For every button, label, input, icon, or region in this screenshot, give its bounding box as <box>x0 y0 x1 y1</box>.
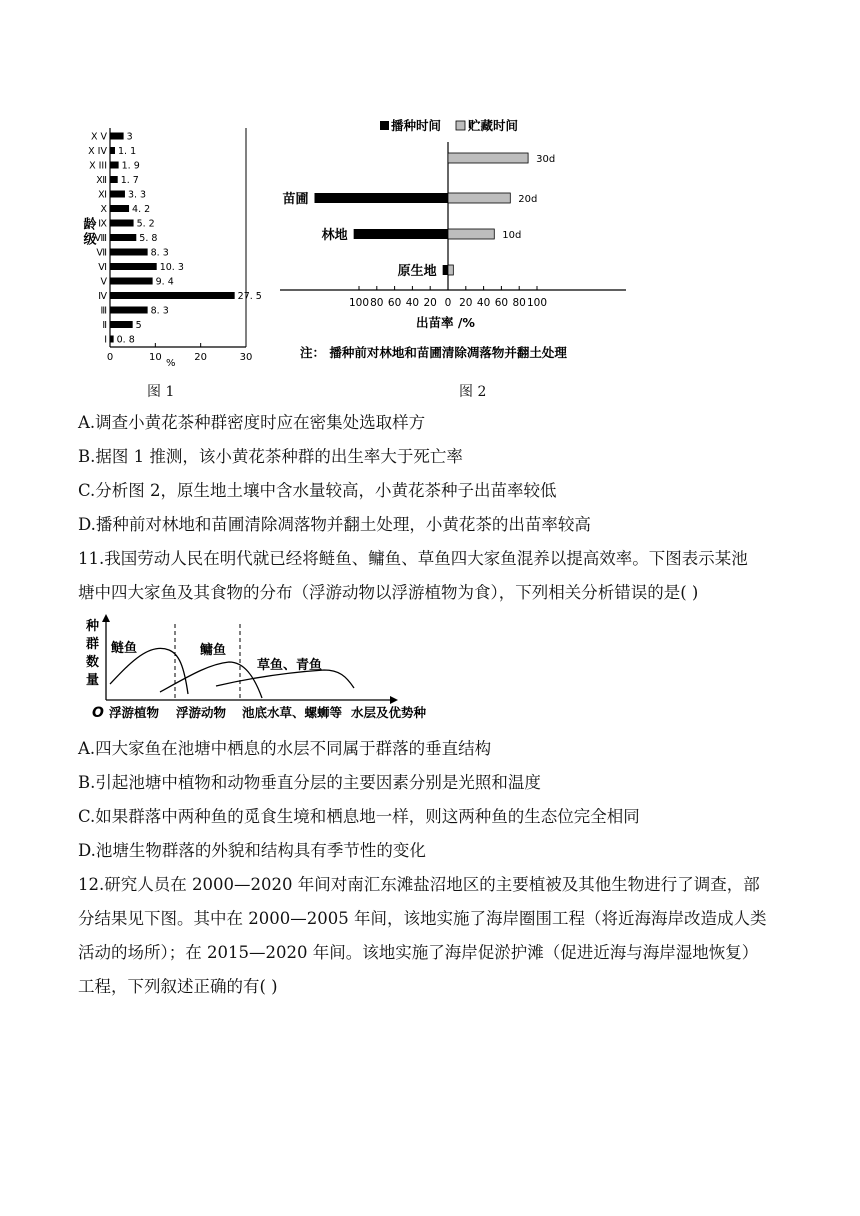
fig1-category-XII: Ⅻ <box>96 175 107 186</box>
fig1-value-label-IV: 27. 5 <box>237 291 262 302</box>
fig1-value-label-XI: 3. 3 <box>127 189 147 201</box>
fish-x-arrow <box>390 696 398 704</box>
fig1-value-label-VIII: 5. 8 <box>139 233 158 244</box>
xlabel-bottom-plants: 池底水草、螺蛳等 <box>242 705 343 720</box>
fig2-tick-label-3: 40 <box>405 297 420 309</box>
fig1-value-label-X: 4. 2 <box>132 204 151 215</box>
fig1-bar-XIII <box>110 162 119 169</box>
fig1-category-VII: Ⅶ <box>96 247 107 259</box>
fish-ylabel-2: 群 <box>86 637 100 652</box>
fig2-tick-label-9: 80 <box>512 297 526 309</box>
fish-ylabel-3: 数 <box>86 655 100 670</box>
fig2-sow-bar-0 <box>315 193 449 203</box>
q12-stem-line-1: 12.研究人员在 2000—2020 年间对南汇东滩盐沼地区的主要植被及其他生物进行了调查，部 <box>78 875 760 894</box>
fig2-tick-label-7: 40 <box>476 297 491 309</box>
fig1-value-label-VII: 8. 3 <box>150 247 169 259</box>
fig2-store-bar-2 <box>448 229 494 239</box>
fig1-bar-IV <box>110 292 235 299</box>
fig2-category-1: 林地 <box>321 228 348 243</box>
fig2-category-0: 苗圃 <box>282 192 309 207</box>
fig1-bar-XI <box>110 191 125 198</box>
fig1-value-label-II: 5 <box>135 320 142 331</box>
fig2-store-label-1: 20d <box>518 194 538 205</box>
q10-option-b: B.据图 1 推测，该小黄花茶种群的出生率大于死亡率 <box>78 447 463 466</box>
fig1-value-label-IX: 5. 2 <box>136 218 155 230</box>
fig2-xlabel: 出苗率 /% <box>416 315 475 330</box>
legend-store-swatch <box>456 121 465 130</box>
fig1-bar-XV <box>110 133 124 140</box>
figure-2-emergence-chart <box>268 112 648 367</box>
fig1-bar-V <box>110 278 153 285</box>
fig2-tick-label-6: 20 <box>459 297 473 309</box>
fig2-tick-label-10: 100 <box>526 297 548 309</box>
fig2-store-bar-3 <box>448 265 453 275</box>
figure-1-caption: 图 1 <box>147 384 175 400</box>
fig1-bar-II <box>110 321 133 328</box>
fig2-tick-label-4: 20 <box>423 297 437 309</box>
fig1-category-XI: Ⅺ <box>98 189 107 201</box>
fig1-tick-label-0: 0 <box>106 352 114 363</box>
fig2-store-label-0: 30d <box>536 154 556 165</box>
fig1-value-label-XV: 3 <box>126 131 133 143</box>
figure-2-caption: 图 2 <box>459 384 487 400</box>
legend-sow-label: 播种时间 <box>391 118 442 133</box>
fig1-category-XIV: X IV <box>88 146 107 157</box>
fig2-tick-label-1: 80 <box>370 297 384 309</box>
fig1-category-XV: X V <box>90 131 107 143</box>
fig1-category-VI: Ⅵ <box>98 262 107 273</box>
fig2-note: 注： 播种前对林地和苗圃清除凋落物并翻土处理 <box>300 345 567 360</box>
fig1-bar-VIII <box>110 234 136 241</box>
fig1-category-VIII: Ⅷ <box>94 233 107 244</box>
fig1-value-label-V: 9. 4 <box>155 276 174 288</box>
fig2-sow-bar-2 <box>443 265 448 275</box>
fig1-bar-X <box>110 205 129 212</box>
fish-ylabel-1: 种 <box>86 619 100 634</box>
fig1-tick-label-2: 20 <box>194 352 208 363</box>
q11-option-c: C.如果群落中两种鱼的觅食生境和栖息地一样，则这两种鱼的生态位完全相同 <box>78 807 640 826</box>
q11-option-b: B.引起池塘中植物和动物垂直分层的主要因素分别是光照和温度 <box>78 773 541 792</box>
fig2-tick-label-2: 60 <box>387 297 402 309</box>
fig1-category-IV: Ⅳ <box>98 291 107 302</box>
fig1-value-label-XIII: 1. 9 <box>121 160 140 172</box>
fig1-tick-label-1: 10 <box>148 352 162 363</box>
fig1-bar-VI <box>110 263 157 270</box>
q10-option-d: D.播种前对林地和苗圃清除凋落物并翻土处理，小黄花茶的出苗率较高 <box>78 515 591 534</box>
fig1-xlabel-unit: % <box>166 358 176 369</box>
xlabel-axis-title: 水层及优势种 <box>351 705 427 720</box>
fig1-category-V: Ⅴ <box>100 276 107 288</box>
q12-stem-line-4: 工程，下列叙述正确的有( ) <box>78 977 278 996</box>
fig1-category-III: Ⅲ <box>100 305 107 317</box>
fish-y-arrow <box>102 614 110 622</box>
q12-stem-line-3: 活动的场所）；在 2015—2020 年间。该地实施了海岸促淤护滩（促进近海与海岸湿地恢复） <box>78 943 759 962</box>
legend-store-label: 贮藏时间 <box>468 118 519 133</box>
fig1-value-label-XII: 1. 7 <box>120 175 139 186</box>
fig2-tick-label-8: 60 <box>494 297 509 309</box>
figure-1-age-structure-chart <box>78 122 262 372</box>
fig1-bar-XII <box>110 176 118 183</box>
label-silver-carp: 鲢鱼 <box>111 641 138 656</box>
fig2-tick-label-0: 100 <box>348 297 370 309</box>
fig1-value-label-XIV: 1. 1 <box>117 146 137 157</box>
fig1-bar-III <box>110 307 148 314</box>
legend-sow-swatch <box>380 121 389 130</box>
fig1-bar-I <box>110 336 114 343</box>
fig1-bar-IX <box>110 220 134 227</box>
label-grass-black-carp: 草鱼、青鱼 <box>257 658 323 673</box>
fish-ylabel-4: 量 <box>86 673 100 688</box>
fig1-bar-VII <box>110 249 148 256</box>
xlabel-zooplankton: 浮游动物 <box>176 705 227 720</box>
q11-option-a: A.四大家鱼在池塘中栖息的水层不同属于群落的垂直结构 <box>78 739 492 758</box>
fig1-category-IX: Ⅸ <box>98 218 107 230</box>
figure-fish-distribution <box>84 614 444 724</box>
fig1-category-I: Ⅰ <box>104 334 107 346</box>
fish-origin: O <box>92 705 104 721</box>
fig2-store-bar-0 <box>448 153 528 163</box>
fig2-store-label-2: 10d <box>502 230 522 241</box>
fig1-value-label-I: 0. 8 <box>116 334 135 346</box>
q11-stem-line-2: 塘中四大家鱼及其食物的分布（浮游动物以浮游植物为食），下列相关分析错误的是( ) <box>78 583 699 602</box>
fig1-category-X: Ⅹ <box>100 204 107 215</box>
q12-stem-line-2: 分结果见下图。其中在 2000—2005 年间，该地实施了海岸圈围工程（将近海海岸改造成人类 <box>78 909 767 928</box>
fig2-sow-bar-1 <box>354 229 448 239</box>
fig1-category-II: Ⅱ <box>102 320 107 331</box>
fig1-category-XIII: X III <box>89 160 107 172</box>
fig2-store-bar-1 <box>448 193 510 203</box>
fig1-ylabel: 龄级 <box>80 217 96 247</box>
fig1-tick-label-3: 30 <box>239 352 253 363</box>
fig1-bar-XIV <box>110 147 115 154</box>
label-bighead-carp: 鳙鱼 <box>200 643 227 658</box>
q10-option-c: C.分析图 2，原生地土壤中含水量较高，小黄花茶种子出苗率较低 <box>78 481 557 500</box>
q10-option-a: A.调查小黄花茶种群密度时应在密集处选取样方 <box>78 413 426 432</box>
xlabel-phytoplankton: 浮游植物 <box>109 705 160 720</box>
fig2-category-2: 原生地 <box>397 264 437 279</box>
fig1-value-label-VI: 10. 3 <box>159 262 184 273</box>
q11-option-d: D.池塘生物群落的外貌和结构具有季节性的变化 <box>78 841 426 860</box>
fig2-tick-label-5: 0 <box>444 297 452 309</box>
fig1-value-label-III: 8. 3 <box>150 305 169 317</box>
q11-stem-line-1: 11.我国劳动人民在明代就已经将鲢鱼、鳙鱼、草鱼四大家鱼混养以提高效率。下图表示某池 <box>78 549 748 568</box>
